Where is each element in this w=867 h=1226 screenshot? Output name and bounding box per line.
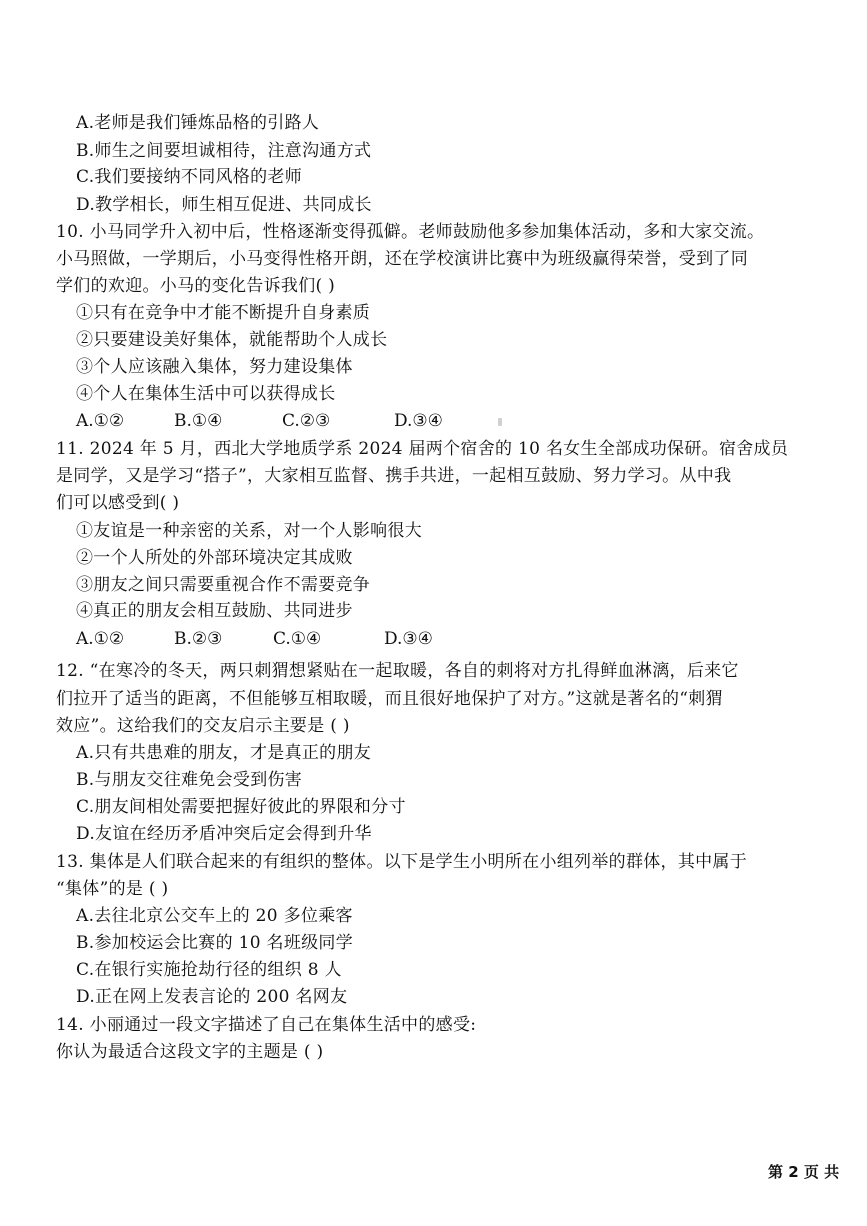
q12-stem-line-1: 12. “在寒冷的冬天，两只刺猬想紧贴在一起取暖，各自的刺将对方扎得鲜血淋漓，后来它 xyxy=(56,661,739,681)
q12-option-d: D.友谊在经历矛盾冲突后定会得到升华 xyxy=(76,824,372,844)
q10-choice-b: B.①④ xyxy=(174,411,223,431)
q11-statement-2: ②一个人所处的外部环境决定其成败 xyxy=(76,548,353,568)
q10-choice-d: D.③④ xyxy=(394,411,443,431)
q10-stem-line-3: 学们的欢迎。小马的变化告诉我们( ) xyxy=(56,276,336,296)
q11-stem-line-3: 们可以感受到( ) xyxy=(56,493,180,513)
q13-option-d: D.正在网上发表言论的 200 名网友 xyxy=(76,987,348,1007)
q10-statement-4: ④个人在集体生活中可以获得成长 xyxy=(76,384,336,404)
q13-stem-line-1: 13. 集体是人们联合起来的有组织的整体。以下是学生小明所在小组列举的群体，其中属于 xyxy=(56,852,748,872)
q13-option-b: B.参加校运会比赛的 10 名班级同学 xyxy=(76,933,354,953)
q11-choice-d: D.③④ xyxy=(384,629,433,649)
q11-statement-1: ①友谊是一种亲密的关系，对一个人影响很大 xyxy=(76,521,422,541)
q9-option-a: A.老师是我们锤炼品格的引路人 xyxy=(76,113,320,133)
q10-choice-a: A.①② xyxy=(76,411,125,431)
q12-option-b: B.与朋友交往难免会受到伤害 xyxy=(76,770,303,790)
q11-choice-c: C.①④ xyxy=(273,629,322,649)
q12-option-c: C.朋友间相处需要把握好彼此的界限和分寸 xyxy=(76,797,406,817)
page-footer: 第 2 页 共 xyxy=(768,1163,840,1181)
q13-option-a: A.去往北京公交车上的 20 多位乘客 xyxy=(76,906,353,926)
q11-stem-line-1: 11. 2024 年 5 月，西北大学地质学系 2024 届两个宿舍的 10 名女生全部成功保研。宿舍成员 xyxy=(56,439,789,459)
q9-option-c: C.我们要接纳不同风格的老师 xyxy=(76,167,303,187)
q11-choice-b: B.②③ xyxy=(174,629,223,649)
q10-stem-line-1: 10. 小马同学升入初中后，性格逐渐变得孤僻。老师鼓励他多参加集体活动，多和大家交流。 xyxy=(56,222,765,242)
q12-option-a: A.只有共患难的朋友，才是真正的朋友 xyxy=(76,743,372,763)
q13-option-c: C.在银行实施抢劫行径的组织 8 人 xyxy=(76,960,342,980)
q11-statement-3: ③朋友之间只需要重视合作不需要竞争 xyxy=(76,575,371,595)
q14-stem-line-2: 你认为最适合这段文字的主题是 ( ) xyxy=(56,1042,324,1062)
q9-option-d: D.教学相长，师生相互促进、共同成长 xyxy=(76,195,372,215)
q11-statement-4: ④真正的朋友会相互鼓励、共同进步 xyxy=(76,601,353,621)
q11-choice-a: A.①② xyxy=(76,629,125,649)
q10-statement-1: ①只有在竞争中才能不断提升自身素质 xyxy=(76,303,371,323)
q10-choice-c: C.②③ xyxy=(282,411,331,431)
q10-stem-line-2: 小马照做，一学期后，小马变得性格开朗，还在学校演讲比赛中为班级赢得荣誉，受到了同 xyxy=(56,249,748,269)
q12-stem-line-3: 效应”。这给我们的交友启示主要是 ( ) xyxy=(56,716,350,736)
q9-option-b: B.师生之间要坦诚相待，注意沟通方式 xyxy=(76,141,372,161)
q13-stem-line-2: “集体”的是 ( ) xyxy=(56,879,169,899)
q11-stem-line-2: 是同学，又是学习“搭子”，大家相互监督、携手共进，一起相互鼓励、努力学习。从中我 xyxy=(56,466,732,486)
q14-stem-line-1: 14. 小丽通过一段文字描述了自己在集体生活中的感受: xyxy=(56,1015,477,1035)
q12-stem-line-2: 们拉开了适当的距离，不但能够互相取暖，而且很好地保护了对方。”这就是著名的“刺猬 xyxy=(56,689,723,709)
q10-statement-3: ③个人应该融入集体，努力建设集体 xyxy=(76,357,353,377)
scan-speck xyxy=(498,418,502,426)
q10-statement-2: ②只要建设美好集体，就能帮助个人成长 xyxy=(76,330,388,350)
